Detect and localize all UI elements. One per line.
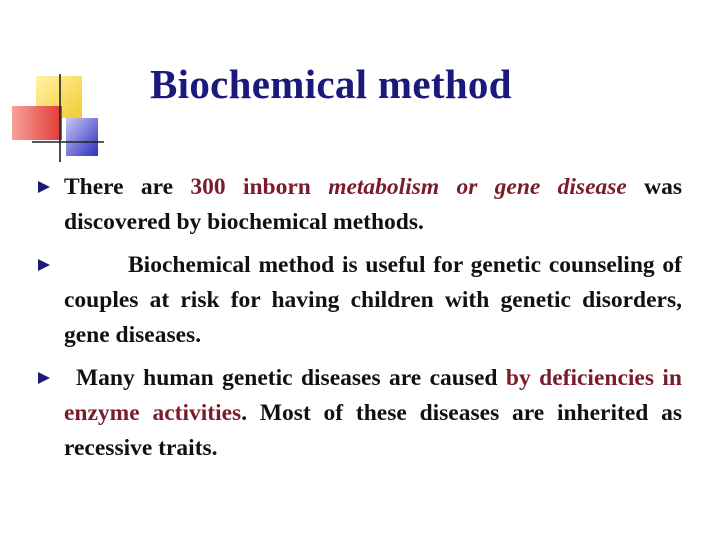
bullet-2-text: Biochemical method is useful for genetic counseling of couples at risk for having children with genetic disorders, gene diseases.: [64, 252, 682, 348]
bullet-3-rest: . Most of these diseases are inherited as recessive traits.: [64, 400, 682, 461]
square-bullet-icon: [38, 372, 50, 384]
slide-title: Biochemical method: [150, 61, 512, 107]
bullet-item-2: [36, 248, 682, 353]
bullet-1-rest: was discovered by biochemical methods.: [64, 174, 682, 235]
decorative-squares-logo: [0, 0, 110, 170]
bullet-1-accent-italic: metabolism or gene disease: [328, 174, 627, 200]
bullet-3-accent: by deficiencies in enzyme activities: [64, 365, 682, 426]
bullet-item-1: [36, 170, 682, 240]
deco-red-square: [12, 106, 62, 140]
bullet-1-accent: 300 inborn: [190, 174, 329, 200]
bullet-list: [36, 170, 682, 474]
deco-blue-square: [66, 118, 98, 156]
bullet-1-lead: There are: [64, 174, 191, 200]
bullet-item-3: [36, 361, 682, 466]
square-bullet-icon: [38, 181, 50, 193]
bullet-3-lead: Many human genetic diseases are caused: [76, 365, 506, 391]
square-bullet-icon: [38, 259, 50, 271]
